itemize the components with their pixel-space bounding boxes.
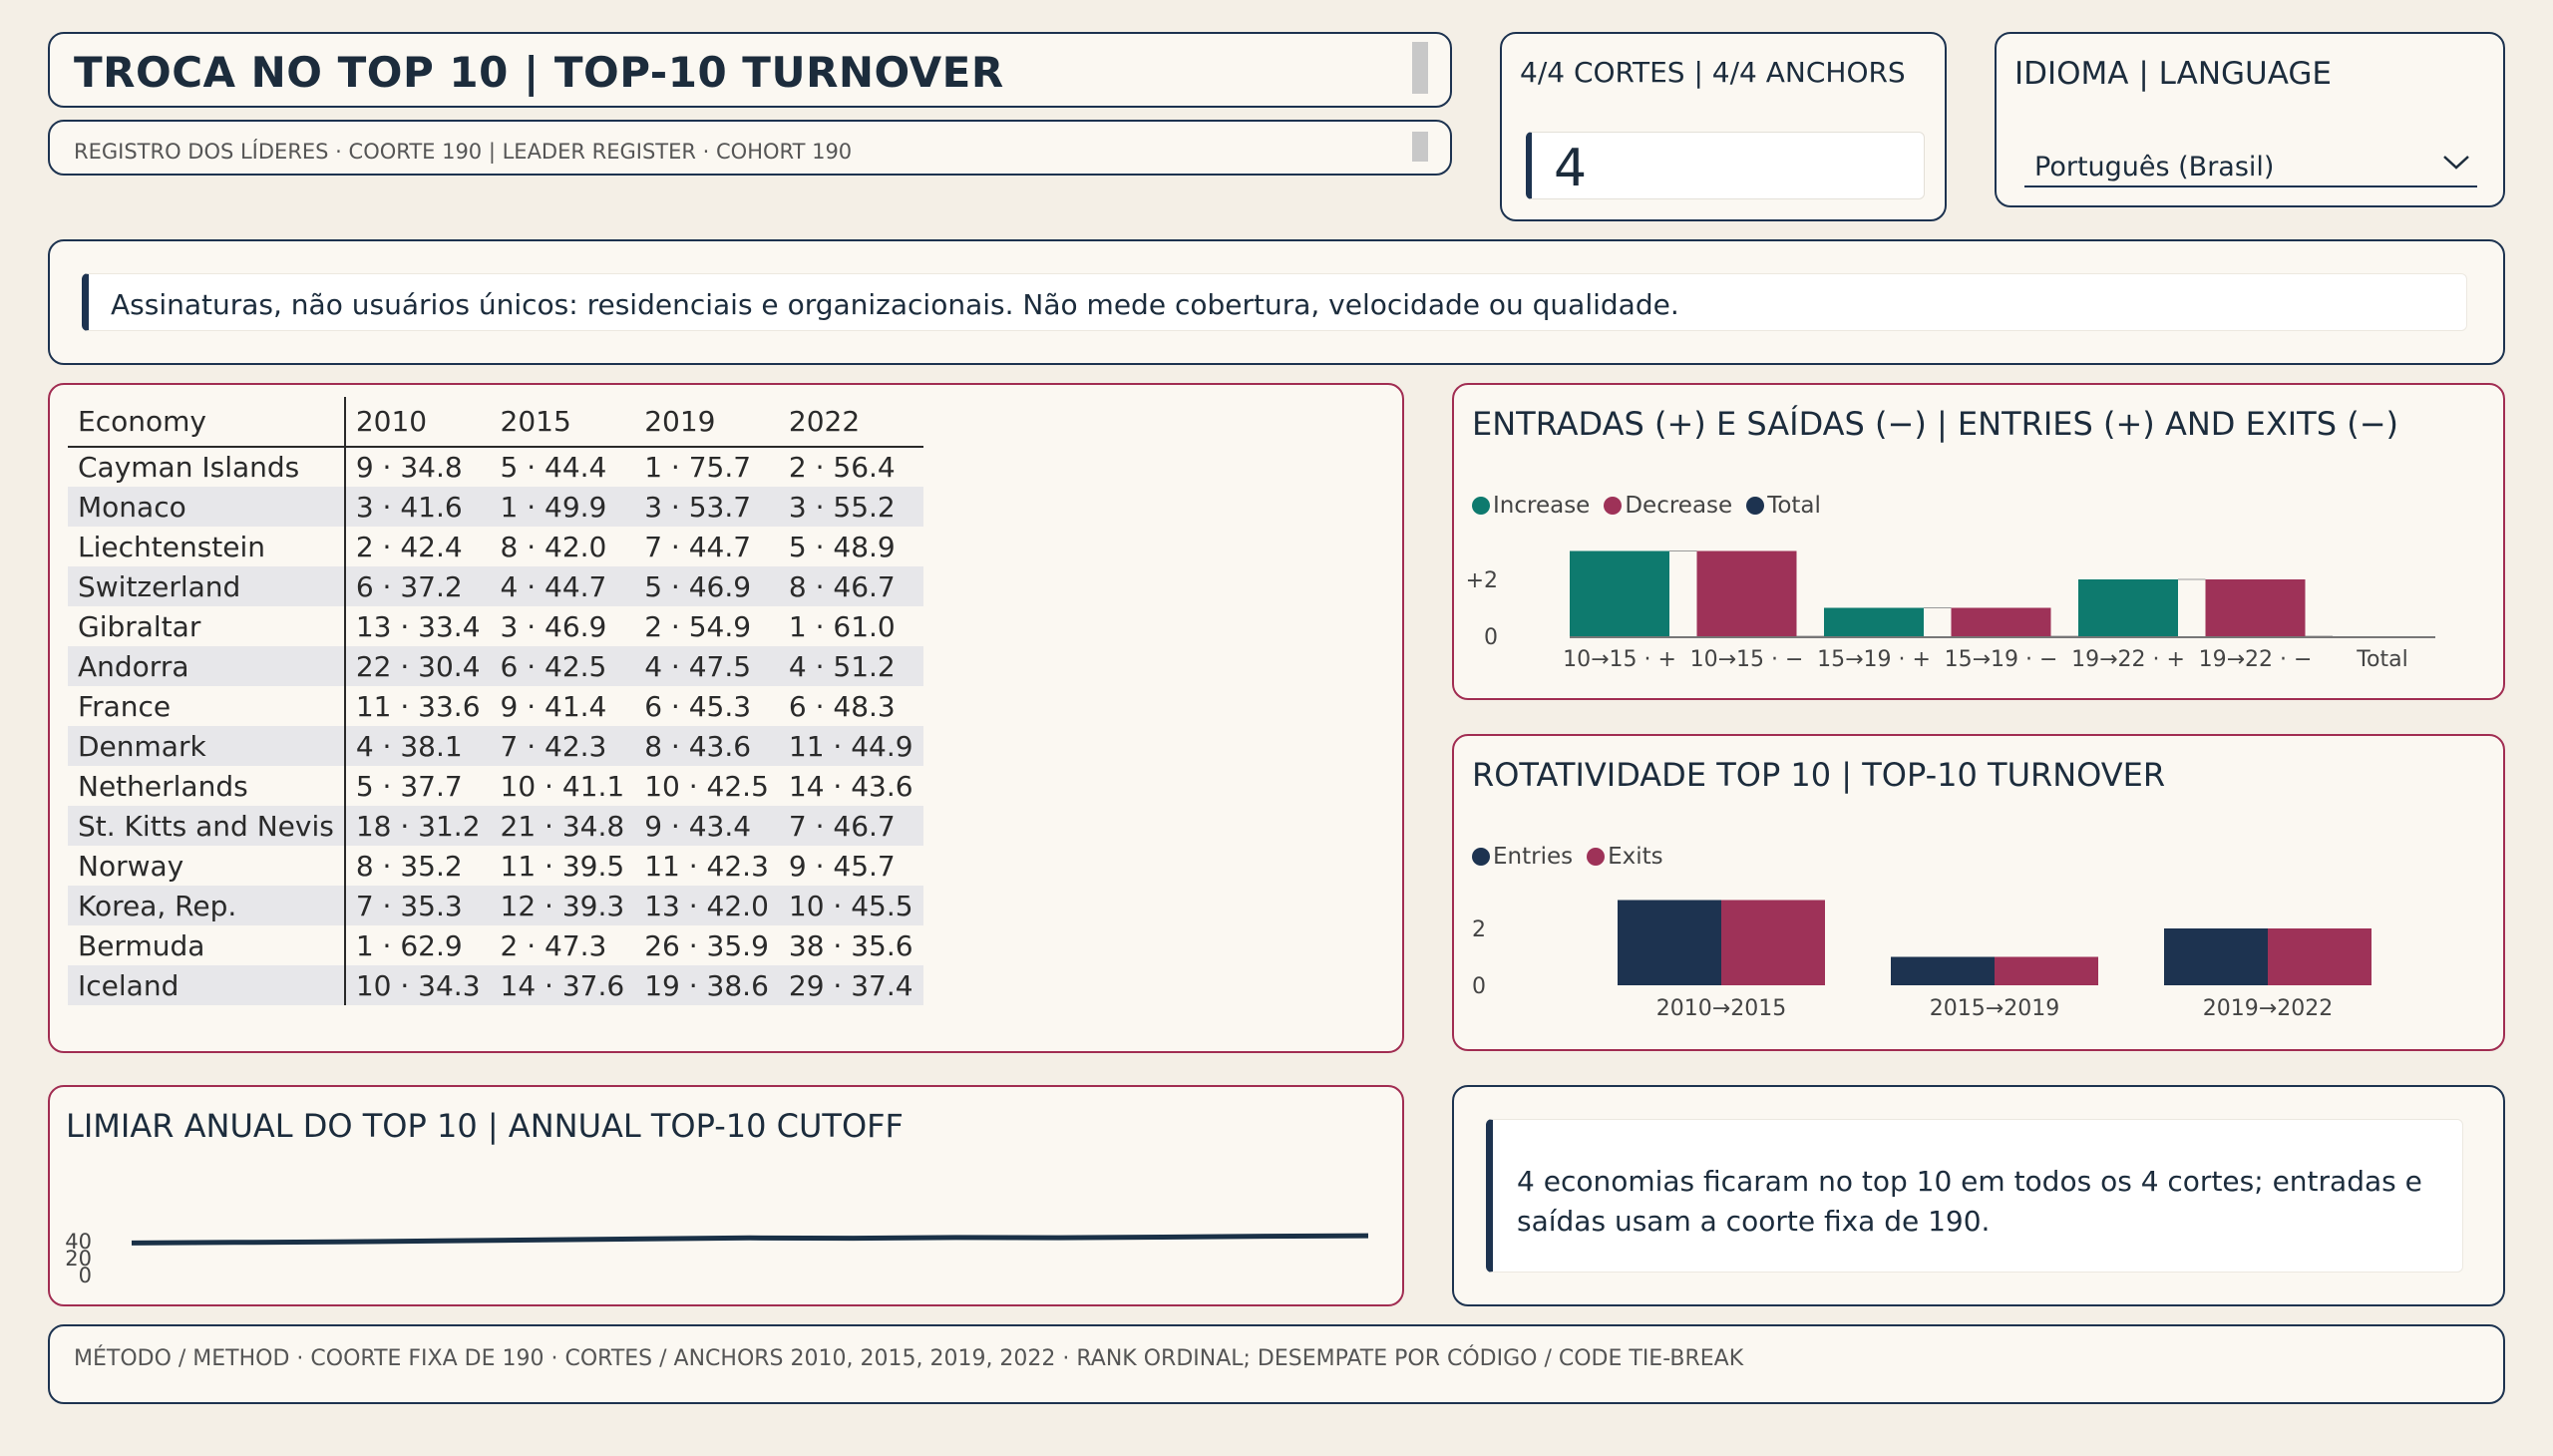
economy-cell: Bermuda	[68, 925, 345, 965]
table-row[interactable]	[68, 726, 923, 766]
subtitle-scrollbar[interactable]	[1412, 132, 1428, 162]
rank-value-cell: 12 · 39.3	[491, 886, 635, 925]
turnover-bar[interactable]	[1721, 901, 1825, 986]
turnover-bar[interactable]	[2268, 928, 2371, 985]
rank-value-cell: 10 · 34.3	[345, 965, 491, 1005]
rank-value-cell: 6 · 37.2	[345, 566, 491, 606]
leader-table-card	[48, 383, 1404, 1053]
y-tick-label: +2	[1465, 568, 1498, 593]
cutoff-card	[48, 1085, 1404, 1306]
table-row[interactable]	[68, 886, 923, 925]
y-tick-label: 0	[1484, 625, 1498, 650]
rank-value-cell: 9 · 34.8	[355, 451, 463, 484]
table-row[interactable]	[68, 646, 923, 686]
turnover-title: ROTATIVIDADE TOP 10 | TOP-10 TURNOVER	[1472, 756, 2166, 794]
y-tick-label: 40	[65, 1230, 92, 1254]
legend-label: Increase	[1493, 493, 1591, 519]
rank-value-cell: 29 · 37.4	[779, 965, 923, 1005]
rank-value-cell: 6 · 48.3	[788, 689, 896, 723]
waterfall-bar[interactable]	[1697, 551, 1797, 637]
column-header[interactable]: 2010	[345, 397, 491, 447]
rank-value-cell: 26 · 35.9	[644, 928, 769, 962]
rank-value-cell: 8 · 35.2	[355, 849, 463, 883]
rank-value-cell: 14 · 37.6	[491, 965, 635, 1005]
x-tick-label: 10→15 · +	[1563, 647, 1676, 672]
note-card	[48, 239, 2505, 365]
rank-value-cell: 2 · 47.3	[500, 928, 607, 962]
waterfall-bar[interactable]	[2078, 579, 2178, 636]
legend-label: Total	[1767, 493, 1821, 519]
legend-label: Decrease	[1625, 493, 1733, 519]
note-text: Assinaturas, não usuários únicos: residenciais e organizacionais. Não mede cobertura, velocidade ou qualidade.	[111, 288, 1679, 321]
rank-value-cell: 7 · 35.3	[345, 886, 491, 925]
economy-cell: Liechtenstein	[68, 527, 345, 566]
table-header-row	[68, 397, 923, 447]
language-select[interactable]	[2024, 146, 2477, 187]
page-title: TROCA NO TOP 10 | TOP-10 TURNOVER	[74, 48, 1004, 97]
waterfall-bar[interactable]	[1824, 608, 1924, 637]
cutoff-chart	[50, 1087, 1402, 1304]
method-footer: MÉTODO / METHOD · COORTE FIXA DE 190 · CORTES / ANCHORS 2010, 2015, 2019, 2022 · RANK ORDINAL; DESEMPATE POR CÓDIGO / CODE TIE-BREAK	[74, 1346, 1744, 1371]
rank-value-cell: 10 · 41.1	[500, 769, 625, 803]
x-tick-label: 15→19 · −	[1944, 647, 2058, 672]
column-header[interactable]: Economy	[68, 397, 345, 447]
x-tick-label: 10→15 · −	[1689, 647, 1804, 672]
rank-value-cell: 3 · 46.9	[500, 609, 607, 643]
rank-value-cell: 7 · 44.7	[644, 530, 752, 563]
leader-table	[68, 397, 923, 1005]
legend-label: Entries	[1493, 844, 1574, 870]
economy-cell: St. Kitts and Nevis	[68, 806, 345, 846]
waterfall-bar[interactable]	[1570, 551, 1669, 637]
rank-value-cell: 19 · 38.6	[634, 965, 779, 1005]
turnover-bar[interactable]	[1891, 957, 1995, 986]
rank-value-cell: 3 · 55.2	[779, 487, 923, 527]
economy-cell: France	[68, 686, 345, 726]
rank-value-cell: 4 · 51.2	[779, 646, 923, 686]
table-row[interactable]	[68, 806, 923, 846]
rank-value-cell: 2 · 56.4	[788, 451, 896, 484]
rank-value-cell: 3 · 53.7	[634, 487, 779, 527]
turnover-chart	[1454, 736, 2503, 1049]
rank-value-cell: 6 · 42.5	[491, 646, 635, 686]
rank-value-cell: 8 · 46.7	[779, 566, 923, 606]
economy-cell: Andorra	[68, 646, 345, 686]
economy-cell: Iceland	[68, 965, 345, 1005]
x-tick-label: 2019→2022	[2202, 996, 2334, 1021]
table-row[interactable]	[68, 606, 923, 646]
waterfall-chart	[1454, 385, 2503, 698]
economy-cell: Netherlands	[68, 766, 345, 806]
rank-value-cell: 11 · 44.9	[779, 726, 923, 766]
rank-value-cell: 11 · 42.3	[644, 849, 769, 883]
y-tick-label: 2	[1472, 917, 1486, 942]
economy-cell: Gibraltar	[68, 606, 345, 646]
x-tick-label: 2010→2015	[1655, 996, 1787, 1021]
summary-card	[1452, 1085, 2505, 1306]
summary-box	[1486, 1119, 2463, 1273]
economy-cell: Denmark	[68, 726, 345, 766]
rank-value-cell: 10 · 45.5	[779, 886, 923, 925]
rank-value-cell: 1 · 62.9	[355, 928, 463, 962]
x-tick-label: 2015→2019	[1929, 996, 2060, 1021]
economy-cell: Norway	[68, 846, 345, 886]
rank-value-cell: 10 · 42.5	[644, 769, 769, 803]
rank-value-cell: 4 · 44.7	[491, 566, 635, 606]
rank-value-cell: 3 · 41.6	[345, 487, 491, 527]
y-tick-label: 0	[78, 1264, 92, 1287]
cuts-label: 4/4 CORTES | 4/4 ANCHORS	[1520, 56, 1906, 89]
rank-value-cell: 8 · 42.0	[500, 530, 607, 563]
rank-value-cell: 1 · 75.7	[644, 451, 752, 484]
rank-value-cell: 14 · 43.6	[788, 769, 913, 803]
cutoff-title: LIMIAR ANUAL DO TOP 10 | ANNUAL TOP-10 CUTOFF	[66, 1107, 904, 1145]
column-header[interactable]: 2019	[634, 397, 779, 447]
table-row[interactable]	[68, 527, 923, 566]
entries-exits-card	[1452, 383, 2505, 700]
rank-value-cell: 11 · 39.5	[500, 849, 625, 883]
subtitle-bar	[48, 120, 1452, 176]
rank-value-cell: 13 · 33.4	[355, 609, 481, 643]
rank-value-cell: 22 · 30.4	[345, 646, 491, 686]
x-tick-label: Total	[2357, 647, 2408, 672]
x-tick-label: 19→22 · −	[2198, 647, 2313, 672]
language-card	[1995, 32, 2505, 207]
x-tick-label: 19→22 · +	[2071, 647, 2185, 672]
rank-value-cell: 9 · 45.7	[788, 849, 896, 883]
rank-value-cell: 7 · 46.7	[779, 806, 923, 846]
table-row[interactable]	[68, 925, 923, 965]
turnover-card	[1452, 734, 2505, 1051]
waterfall-bar[interactable]	[2206, 579, 2306, 636]
table-row[interactable]	[68, 766, 923, 806]
language-label: IDIOMA | LANGUAGE	[2014, 56, 2333, 92]
y-tick-label: 0	[1472, 974, 1486, 999]
language-selected: Português (Brasil)	[2034, 152, 2275, 182]
rank-value-cell: 7 · 42.3	[491, 726, 635, 766]
rank-value-cell: 1 · 49.9	[491, 487, 635, 527]
page-subtitle: REGISTRO DOS LÍDERES · COORTE 190 | LEADER REGISTER · COHORT 190	[74, 140, 853, 164]
table-row[interactable]	[68, 566, 923, 606]
chevron-down-icon	[2441, 150, 2471, 174]
y-tick-label: 20	[65, 1247, 92, 1271]
cuts-value-box	[1526, 132, 1925, 199]
rank-value-cell: 9 · 41.4	[500, 689, 607, 723]
rank-value-cell: 6 · 45.3	[644, 689, 752, 723]
footer-card	[48, 1324, 2505, 1404]
title-scrollbar[interactable]	[1412, 42, 1428, 94]
summary-text: 4 economias ficaram no top 10 em todos os 4 cortes; entradas e saídas usam a coorte fixa de 190.	[1517, 1165, 2422, 1238]
x-tick-label: 15→19 · +	[1817, 647, 1931, 672]
table-row[interactable]	[68, 965, 923, 1005]
column-header[interactable]: 2015	[491, 397, 635, 447]
turnover-bar[interactable]	[2164, 928, 2268, 985]
rank-value-cell: 2 · 42.4	[355, 530, 463, 563]
economy-cell: Monaco	[68, 487, 345, 527]
entries-exits-title: ENTRADAS (+) E SAÍDAS (−) | ENTRIES (+) AND EXITS (−)	[1472, 405, 2398, 443]
note-box	[82, 273, 2467, 331]
turnover-bar[interactable]	[1618, 901, 1721, 986]
rank-value-cell: 5 · 44.4	[500, 451, 607, 484]
rank-value-cell: 11 · 33.6	[355, 689, 481, 723]
economy-cell: Korea, Rep.	[68, 886, 345, 925]
title-bar	[48, 32, 1452, 108]
economy-cell: Switzerland	[68, 566, 345, 606]
rank-value-cell: 5 · 46.9	[634, 566, 779, 606]
rank-value-cell: 8 · 43.6	[634, 726, 779, 766]
rank-value-cell: 5 · 37.7	[355, 769, 463, 803]
column-header[interactable]: 2022	[779, 397, 923, 447]
table-row[interactable]	[68, 487, 923, 527]
rank-value-cell: 4 · 47.5	[634, 646, 779, 686]
cuts-value: 4	[1554, 139, 1588, 198]
rank-value-cell: 21 · 34.8	[491, 806, 635, 846]
rank-value-cell: 4 · 38.1	[345, 726, 491, 766]
table-row[interactable]	[68, 686, 923, 726]
rank-value-cell: 5 · 48.9	[788, 530, 896, 563]
rank-value-cell: 38 · 35.6	[788, 928, 913, 962]
rank-value-cell: 2 · 54.9	[644, 609, 752, 643]
legend-label: Exits	[1608, 844, 1663, 870]
waterfall-bar[interactable]	[1952, 608, 2051, 637]
turnover-bar[interactable]	[1995, 957, 2098, 986]
rank-value-cell: 13 · 42.0	[634, 886, 779, 925]
rank-value-cell: 1 · 61.0	[788, 609, 896, 643]
rank-value-cell: 18 · 31.2	[345, 806, 491, 846]
cuts-card	[1500, 32, 1947, 221]
table-row[interactable]	[68, 447, 923, 487]
cutoff-line[interactable]	[132, 1236, 1368, 1243]
table-row[interactable]	[68, 846, 923, 886]
economy-cell: Cayman Islands	[68, 447, 345, 487]
rank-value-cell: 9 · 43.4	[634, 806, 779, 846]
